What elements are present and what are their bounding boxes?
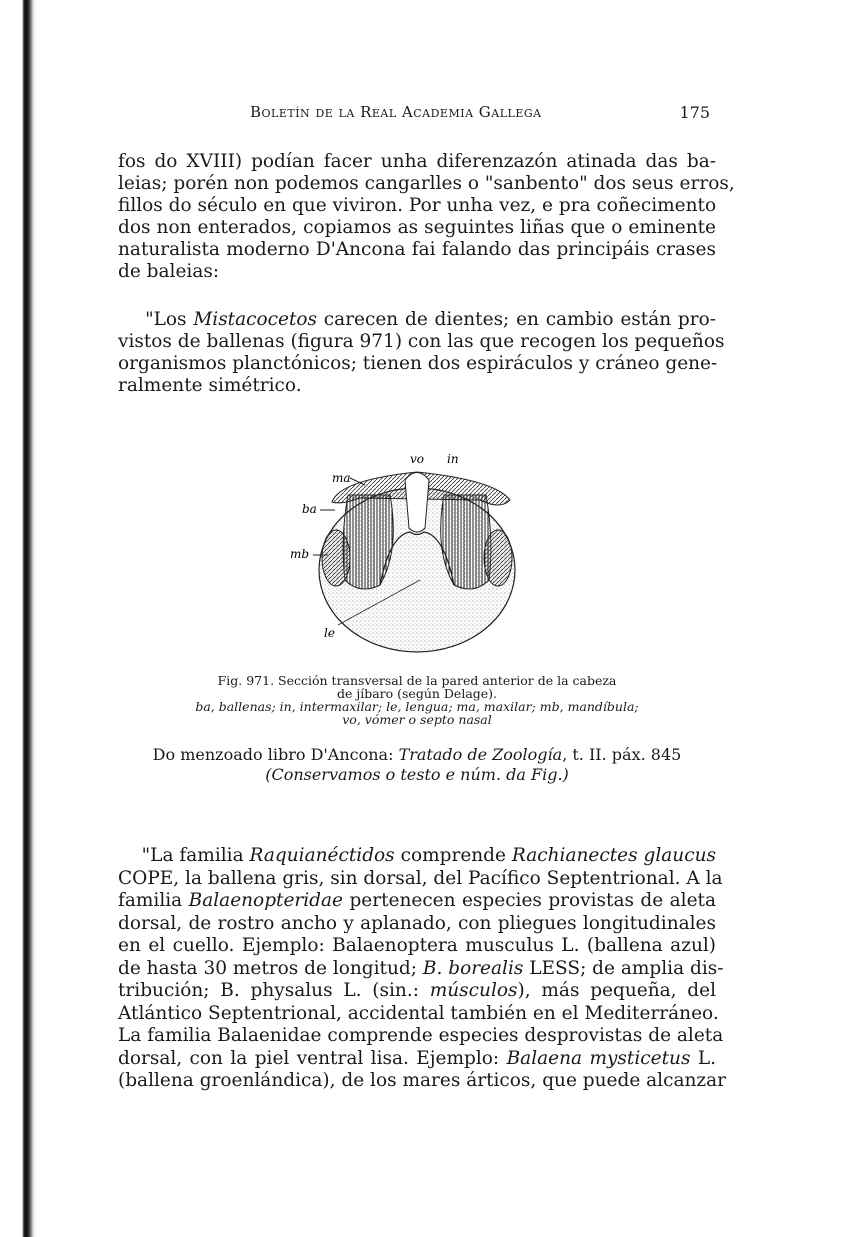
page-number: 175 (679, 103, 710, 122)
figure-caption-line-1: Fig. 971. Sección transversal de la pared anterior de la cabeza (217, 673, 617, 688)
source-line-1 (118, 745, 716, 765)
text-segment: dorsal, con la piel ventral lisa. Ejemplo: (118, 1047, 507, 1069)
text-segment: vistos de ballenas (figura 971) con las que recogen los pequeños (118, 331, 725, 352)
text-line (118, 261, 716, 283)
text-line (118, 867, 723, 890)
text-segment: tribución; B. physalus L. (sin.: (118, 980, 430, 1001)
text-line (118, 890, 716, 912)
text-segment: dorsal, de rostro ancho y aplanado, con pliegues longitudinales (118, 912, 716, 934)
italic-text: Rachianectes glaucus (511, 845, 716, 866)
text-segment: familia (118, 890, 189, 911)
text-line (118, 980, 716, 1002)
figure-caption-line-3: ba, ballenas; in, intermaxilar; le, lengua; ma, maxilar; mb, mandíbula; (195, 699, 639, 714)
label-vo: vo (410, 452, 425, 466)
text-line (118, 1070, 727, 1092)
source-line-2: (Conservamos o testo e núm. da Fig.) (265, 765, 569, 784)
text-line (118, 935, 716, 957)
label-ma: ma (332, 471, 351, 485)
figure-caption-line-4: vo, vómer o septo nasal (342, 712, 492, 727)
source-volume-page: , t. II. páx. 845 (562, 745, 682, 764)
label-in: in (447, 452, 459, 466)
text-line (118, 1025, 724, 1047)
italic-text: B. borealis (422, 957, 524, 979)
text-line (118, 913, 716, 935)
italic-text: Mistacocetos (193, 309, 318, 330)
text-line (118, 353, 716, 375)
figure-caption-line-2: de jíbaro (según Delage). (336, 686, 498, 701)
italic-text: Balaenopteridae (188, 890, 344, 911)
text-line (118, 1002, 719, 1025)
text-segment: La familia Balaenidae comprende especies desprovistas de aleta (118, 1025, 724, 1046)
text-line (118, 173, 735, 195)
source-book-title: Tratado de Zoología (398, 745, 563, 764)
italic-text: músculos (429, 980, 518, 1001)
italic-text: Balaena mysticetus (506, 1047, 691, 1069)
page-binding-edge (22, 0, 36, 1237)
text-line (118, 151, 716, 173)
text-line (118, 217, 716, 239)
source-prefix: Do menzoado libro D'Ancona: (152, 745, 399, 764)
text-segment: "Los (118, 309, 194, 330)
label-mb: mb (290, 547, 310, 561)
running-header (250, 103, 720, 121)
text-segment: dos non enterados, copiamos as seguintes liñas que o eminente (118, 217, 716, 238)
text-segment: (ballena groenlándica), de los mares árticos, que puede alcanzar (118, 1070, 727, 1091)
figure-drawing (313, 472, 515, 652)
text-segment: pertenecen especies provistas de aleta (343, 890, 716, 911)
text-segment: COPE, la ballena gris, sin dorsal, del Pacífico Septentrional. A la (118, 867, 723, 889)
text-line (118, 331, 725, 353)
text-line (118, 375, 716, 397)
figure-971-whale-head-section (280, 440, 550, 660)
text-line (118, 239, 716, 261)
text-segment: de baleias: (118, 261, 220, 282)
text-line (118, 195, 716, 217)
text-segment: "La familia (118, 845, 250, 866)
text-segment: organismos planctónicos; tienen dos espiráculos y cráneo gene- (118, 353, 718, 374)
running-title: Boletín de la Real Academia Gallega (250, 103, 542, 121)
text-segment: fos do XVIII) podían facer unha diferenzazón atinada das ba- (118, 151, 716, 172)
text-segment: ), más pequeña, del (517, 980, 716, 1001)
italic-text: Raquianéctidos (249, 845, 395, 866)
text-line (118, 957, 724, 980)
text-segment: Atlántico Septentrional, accidental también en el Mediterráneo. (118, 1002, 719, 1024)
text-segment: carecen de dientes; en cambio están pro- (317, 309, 716, 330)
text-segment: comprende (394, 845, 512, 866)
text-segment: leias; porén non podemos cangarlles o "sanbento" dos seus erros, (118, 173, 735, 194)
text-segment: de hasta 30 metros de longitud; (118, 957, 423, 979)
label-le: le (324, 626, 335, 640)
text-line (118, 1048, 716, 1070)
text-segment: LESS; de amplia dis- (523, 957, 724, 979)
label-ba: ba (302, 502, 317, 516)
text-segment: ralmente simétrico. (118, 375, 302, 396)
text-segment: fillos do século en que viviron. Por unha vez, e pra coñecimento (118, 195, 717, 216)
text-segment: L. (690, 1047, 717, 1069)
text-segment: en el cuello. Ejemplo: Balaenoptera musculus L. (ballena azul) (118, 935, 716, 956)
text-segment: naturalista moderno D'Ancona fai falando das principáis crases (118, 239, 716, 260)
text-line (118, 309, 716, 331)
text-line (118, 845, 716, 867)
